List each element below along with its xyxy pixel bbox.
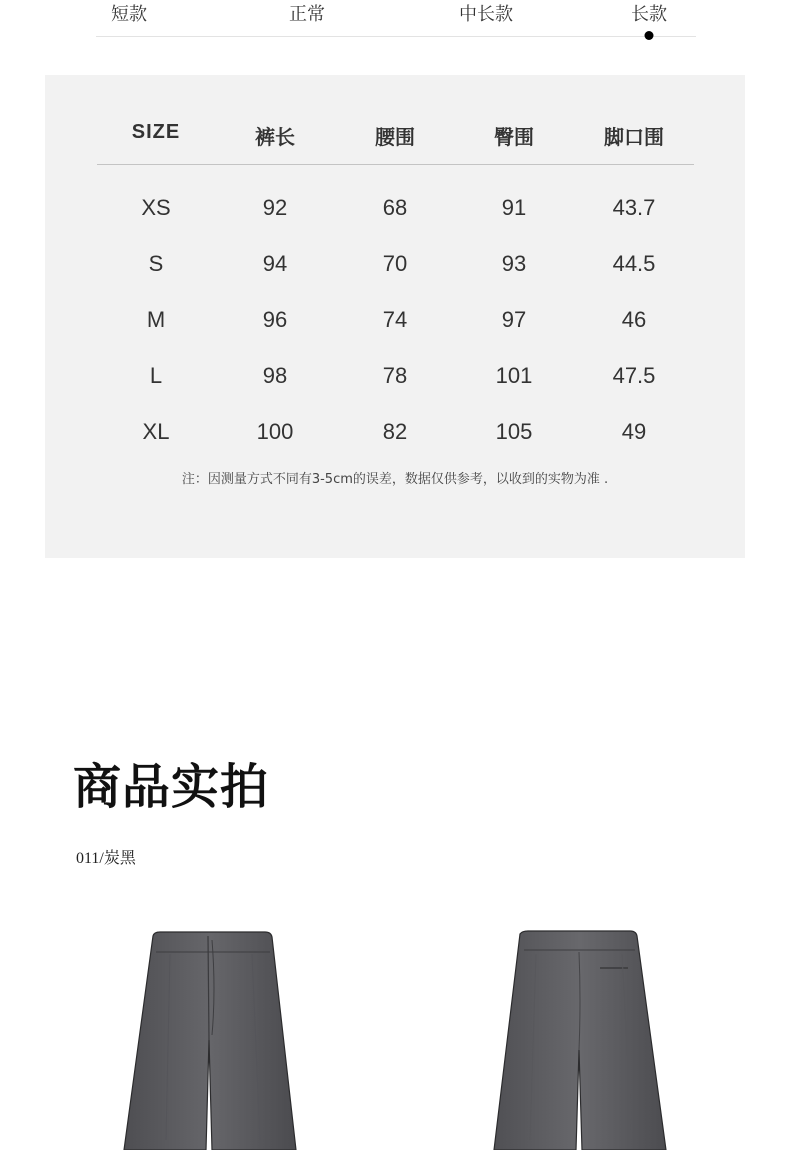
measurement-note: 注：因测量方式不同有3-5cm的误差，数据仅供参考，以收到的实物为准 . [181,472,609,487]
size-table-header [97,121,694,165]
size-chart-panel [45,75,745,558]
cell-length: 92 [262,195,288,220]
cell-hip: 101 [495,363,533,388]
table-row [97,307,694,363]
cell-length: 94 [262,251,288,276]
pants-back-image [490,930,690,1150]
cell-hip: 105 [495,419,533,444]
tab-mid-long[interactable]: 中长款 [459,4,513,25]
header-hem: 脚口围 [604,125,664,149]
tab-short[interactable]: 短款 [111,4,147,25]
cell-waist: 78 [382,363,408,388]
header-size: SIZE [131,121,181,143]
cell-waist: 70 [382,251,408,276]
header-hip: 臀围 [494,125,534,149]
cell-hem: 44.5 [612,251,656,276]
cell-size: XL [142,419,170,444]
cell-waist: 82 [382,419,408,444]
cell-size: M [146,307,166,332]
table-row [97,251,694,307]
cell-length: 98 [262,363,288,388]
pants-front-image [120,930,320,1150]
cell-size: S [148,251,164,276]
cell-length: 100 [256,419,294,444]
header-waist: 腰围 [375,125,415,149]
cell-hem: 47.5 [612,363,656,388]
cell-size: L [149,363,163,388]
table-row [97,363,694,419]
cell-size: XS [141,195,171,220]
cell-hem: 43.7 [612,195,656,220]
cell-hip: 93 [501,251,527,276]
selected-tab-indicator [645,31,654,40]
table-row [97,195,694,251]
cell-length: 96 [262,307,288,332]
cell-hem: 49 [621,419,647,444]
header-length: 裤长 [255,125,295,149]
section-title: 商品实拍 [73,759,270,815]
tab-regular[interactable]: 正常 [289,4,325,25]
cell-waist: 68 [382,195,408,220]
color-label: 011/炭黑 [76,850,136,867]
cell-hem: 46 [621,307,647,332]
tab-long[interactable]: 长款 [631,4,667,25]
cell-hip: 91 [501,195,527,220]
cell-hip: 97 [501,307,527,332]
table-row [97,419,694,475]
length-tabs [96,0,696,37]
cell-waist: 74 [382,307,408,332]
